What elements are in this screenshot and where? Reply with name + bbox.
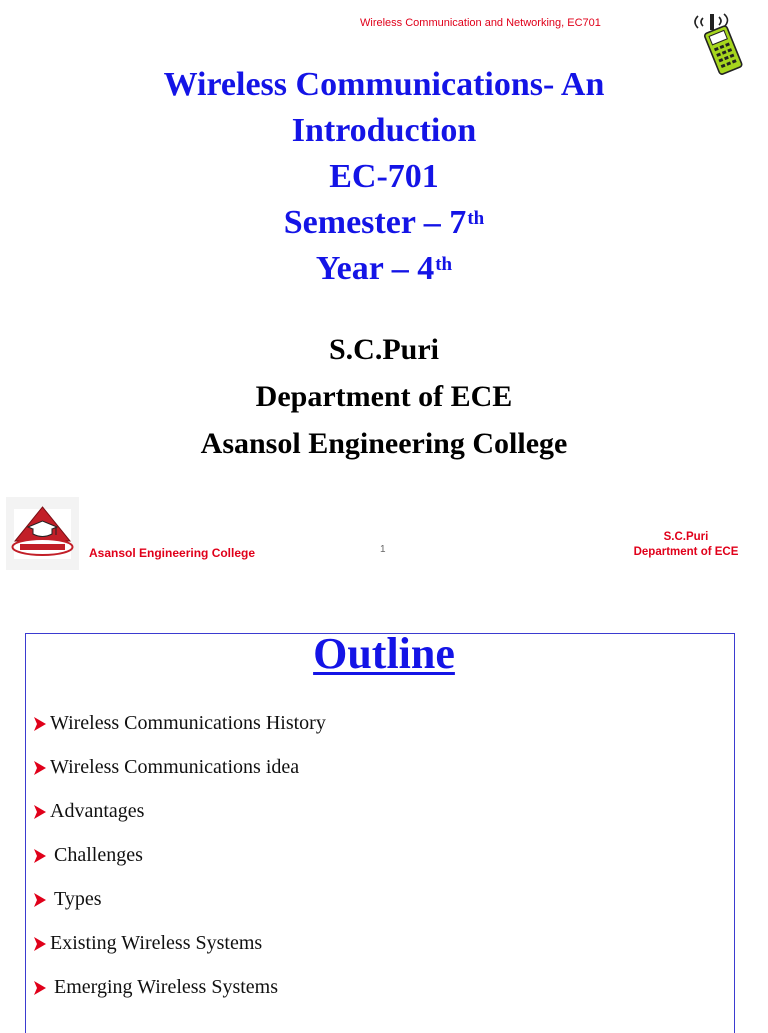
slide-title [0,62,768,292]
footer-college: Asansol Engineering College [89,546,256,560]
arrow-bullet-icon [32,845,48,867]
title-line: Introduction [291,112,477,149]
arrow-bullet-icon [32,889,48,911]
footer-author [620,530,752,560]
title-line: Wireless Communications- An [163,66,605,103]
college-logo-icon [6,497,79,570]
footer-author-name: S.C.Puri [663,531,709,543]
slide-header: Wireless Communication and Networking, EC701 [360,17,601,29]
arrow-bullet-icon [32,977,48,999]
arrow-bullet-icon [32,801,48,823]
list-item: Types [32,888,722,932]
outline-list [32,712,722,1020]
arrow-bullet-icon [32,713,48,735]
title-line-year: Year – 4th [315,250,453,287]
list-item: Advantages [32,800,722,844]
list-item: Challenges [32,844,722,888]
outline-title: Outline [313,629,455,678]
title-line-semester: Semester – 7th [283,204,485,241]
page-number: 1 [380,544,386,555]
author-department: Department of ECE [255,380,513,413]
arrow-bullet-icon [32,757,48,779]
list-item: Wireless Communications idea [32,756,722,800]
title-line: EC-701 [329,158,439,195]
author-name: S.C.Puri [328,333,439,366]
list-item: Emerging Wireless Systems [32,976,722,1020]
author-college: Asansol Engineering College [200,427,568,460]
list-item: Wireless Communications History [32,712,722,756]
list-item: Existing Wireless Systems [32,932,722,976]
arrow-bullet-icon [32,933,48,955]
author-info [0,326,768,467]
footer-author-department: Department of ECE [633,546,739,558]
